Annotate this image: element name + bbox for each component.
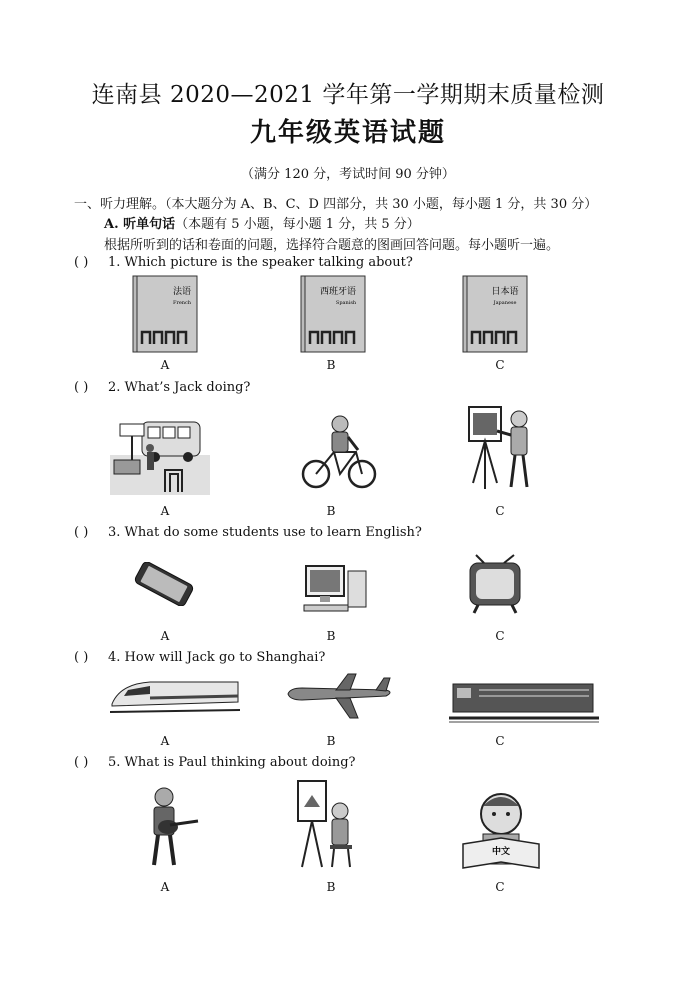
question-5 — [74, 755, 356, 770]
option-a-label: A — [160, 880, 170, 894]
book-spanish-en: Spanish — [335, 300, 357, 306]
painter-image — [296, 777, 356, 871]
book-spanish-zh: 西班牙语 — [319, 287, 357, 297]
part-a-instruction: 根据所听到的话和卷面的问题，选择符合题意的图画回答问题。每小题听一遍。 — [104, 238, 560, 253]
man-painting-image — [467, 405, 537, 491]
option-c-label: C — [495, 734, 505, 748]
question-text: 4. How will Jack go to Shanghai? — [108, 650, 326, 665]
question-3 — [74, 525, 422, 540]
television-image — [466, 553, 524, 615]
mobile-phone-image — [130, 562, 198, 606]
book-japanese-zh: 日本语 — [491, 287, 519, 297]
section-heading: 一、听力理解。（本大题分为 A、B、C、D 四部分，共 30 小题，每小题 1 分，共 30 分） — [74, 197, 598, 212]
option-b-label: B — [326, 734, 336, 748]
boy-cycling-image — [300, 412, 378, 492]
question-4 — [74, 650, 325, 665]
option-c-label: C — [495, 504, 505, 518]
computer-image — [302, 563, 372, 615]
exam-score-time: （满分 120 分，考试时间 90 分钟） — [241, 167, 455, 182]
book-spanish-image — [298, 274, 368, 354]
book-french-image — [130, 274, 200, 354]
option-b-label: B — [326, 358, 336, 372]
option-b-label: B — [326, 629, 336, 643]
exam-subject-title: 九年级英语试题 — [249, 118, 446, 148]
book-japanese-image — [460, 274, 530, 354]
answer-blank[interactable]: ( ) — [74, 650, 89, 665]
option-a-label: A — [160, 629, 170, 643]
answer-blank[interactable]: ( ) — [74, 525, 89, 540]
question-text: 5. What is Paul thinking about doing? — [108, 755, 356, 770]
question-text: 2. What’s Jack doing? — [108, 380, 251, 395]
exam-title: 连南县 2020—2021 学年第一学期期末质量检测 — [91, 82, 605, 108]
option-c-label: C — [495, 358, 505, 372]
question-1 — [74, 255, 413, 270]
book-japanese-en: Japanese — [493, 300, 517, 306]
book-french-zh: 法语 — [172, 287, 192, 297]
option-c-label: C — [495, 880, 505, 894]
part-a-note: （本题有 5 小题，每小题 1 分，共 5 分） — [175, 217, 420, 232]
bus-stop-image — [110, 410, 210, 495]
answer-blank[interactable]: ( ) — [74, 380, 89, 395]
answer-blank[interactable]: ( ) — [74, 255, 89, 270]
chinese-book-label: 中文 — [491, 847, 511, 857]
book-french-en: French — [172, 300, 192, 306]
option-a-label: A — [160, 504, 170, 518]
question-text: 1. Which picture is the speaker talking about? — [108, 255, 413, 270]
question-2 — [74, 380, 250, 395]
option-b-label: B — [326, 504, 336, 518]
man-playing-guitar-image — [140, 785, 200, 867]
option-b-label: B — [326, 880, 336, 894]
answer-blank[interactable]: ( ) — [74, 755, 89, 770]
high-speed-train-image — [110, 672, 240, 716]
train-image — [449, 676, 599, 726]
airplane-image — [286, 672, 396, 722]
option-a-label: A — [160, 358, 170, 372]
question-text: 3. What do some students use to learn English? — [108, 525, 422, 540]
part-a-title: A. 听单句话 — [104, 217, 176, 232]
option-a-label: A — [160, 734, 170, 748]
part-a-heading — [104, 213, 420, 232]
option-c-label: C — [495, 629, 505, 643]
boy-reading-chinese-book-image — [461, 788, 541, 870]
